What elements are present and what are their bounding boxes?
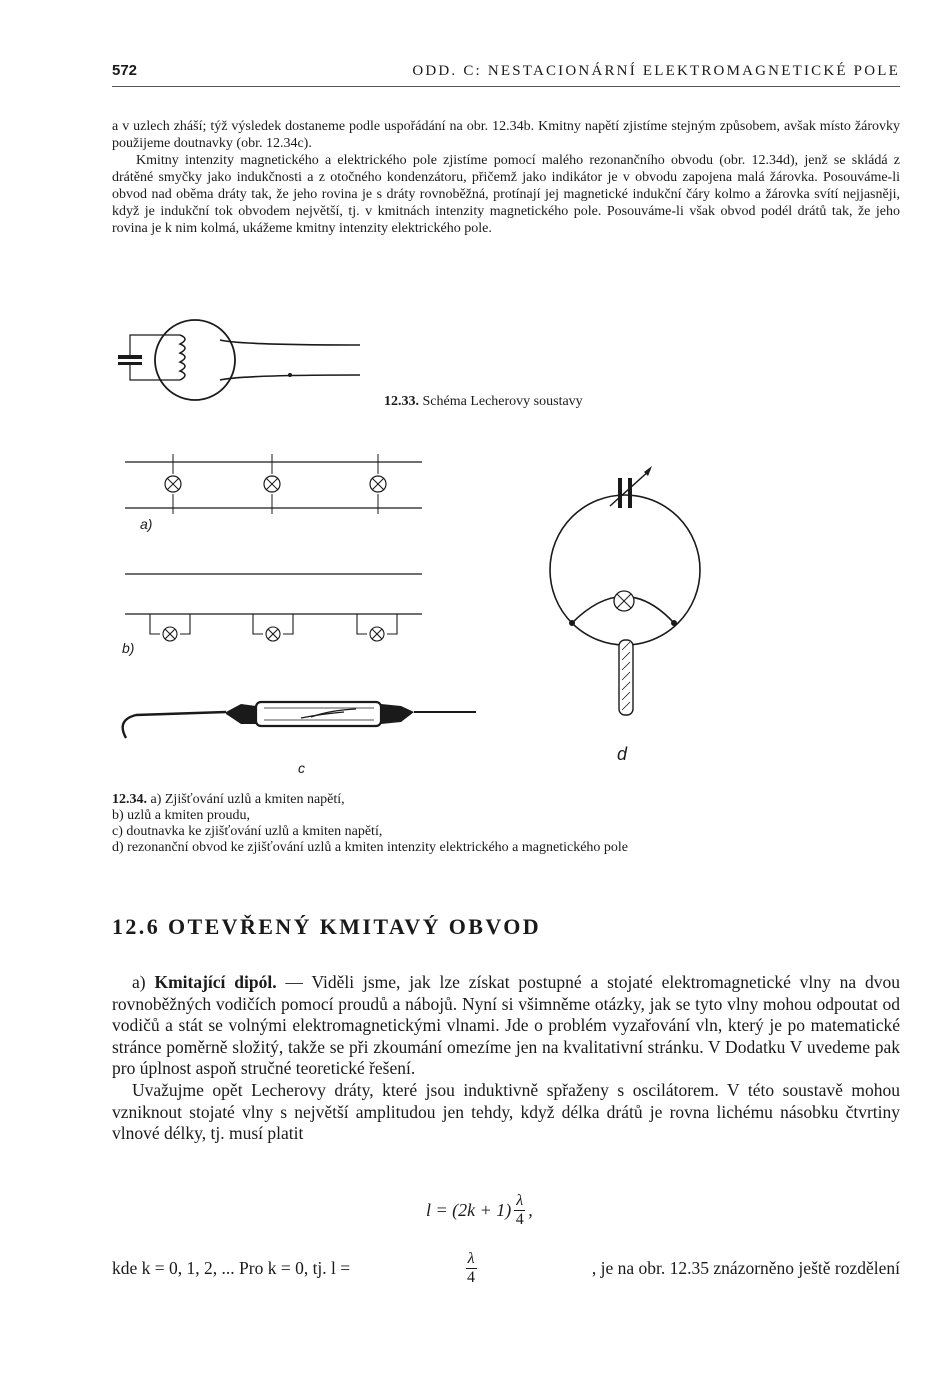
oscillator-loop <box>155 320 235 400</box>
figure-label-b: b) <box>122 640 135 656</box>
coupling-coil <box>180 335 185 380</box>
last-line-part2: , je na obr. 12.35 znázorněno ještě rozdělení <box>591 1258 900 1278</box>
caption-12-34-line1: a) Zjišťování uzlů a kmiten napětí, <box>150 792 345 807</box>
last-line-part1: kde k = 0, 1, 2, ... Pro k = 0, tj. l = <box>112 1258 351 1278</box>
bridge-point <box>288 373 292 377</box>
lamp-b1 <box>150 614 190 641</box>
page-number: 572 <box>112 62 138 79</box>
lamp-left-cap <box>226 704 256 724</box>
formula-fraction: $\frac{\lambda}{4}$ <box>515 1192 524 1228</box>
section-heading: 12.6 OTEVŘENÝ KMITAVÝ OBVOD <box>112 914 542 939</box>
lamp-a1 <box>165 454 181 514</box>
variable-capacitor <box>610 466 652 508</box>
figure-label-c: c <box>298 760 305 776</box>
figure-12-34b <box>120 566 430 656</box>
caption-12-34-line4: d) rezonanční obvod ke zjišťování uzlů a kmiten intenzity elektrického a magnetického pole <box>112 840 629 855</box>
term-kmitajici-dipol: Kmitající dipól. <box>154 972 277 992</box>
lamp-tube <box>256 702 381 726</box>
lamp-right-cap <box>381 704 414 724</box>
caption-12-34-line2: b) uzlů a kmiten proudu, <box>112 808 251 823</box>
caption-12-33-number: 12.33. <box>384 394 419 409</box>
caption-12-34-line3: c) doutnavka ke zjišťování uzlů a kmiten napětí, <box>112 824 383 839</box>
figure-12-34a <box>120 452 430 522</box>
lamp-b2 <box>253 614 293 641</box>
running-head: ODD. C: NESTACIONÁRNÍ ELEKTROMAGNETICKÉ POLE <box>412 63 900 79</box>
caption-12-33 <box>384 394 583 410</box>
body-paragraph-2: Uvažujme opět Lecherovy dráty, které jsou induktivně spřaženy s oscilátorem. V této soustavě mohou vzniknout stojaté vlny s největší amplitudou jen tehdy, když délka drátů je rovna lichému násobku čtvrtiny vlnové délky, tj. musí platit <box>112 1079 900 1144</box>
body-paragraph-1: a) Kmitající dipól. — Viděli jsme, jak lze získat postupné a stojaté elektromagnetické vlny na dvou rovnoběžných vodičích pomocí proudů a nábojů. Nyní si všimněme otázky, jak se tyto vlny mohou odpoutat od vodičů a stát se volnými elektromagnetickými vlnami. Jde o problém vyzařování vln, který je po matematické stránce poměrně složitý, takže se při zkoumání omezíme jen na kvalitativní stránku. V Dodatku V uvedeme pak pro úplnost aspoň stručné teoretické řešení. <box>112 972 901 1079</box>
lamp-b3 <box>357 614 397 641</box>
figure-12-34c-glow-lamp <box>116 690 486 750</box>
spark-gap <box>118 355 142 359</box>
insulating-handle <box>619 640 633 715</box>
last-line-fraction: $\frac{\lambda}{4}$ <box>467 1250 476 1286</box>
caption-12-34-number: 12.34. <box>112 792 147 807</box>
lamp-hook <box>123 712 226 738</box>
lamp-a2 <box>264 454 280 514</box>
formula-length: l = (2k + 1) $\frac{\lambda}{4}$ , <box>426 1192 533 1228</box>
caption-12-33-text: Schéma Lecherovy soustavy <box>422 394 583 409</box>
formula-lhs: l = (2k + 1) <box>426 1200 512 1220</box>
figure-12-34d-resonance-circuit <box>540 460 720 720</box>
figure-label-d: d <box>617 744 628 764</box>
lamp-a3 <box>370 454 386 514</box>
caption-12-34 <box>112 792 902 856</box>
small-paragraph-1: a v uzlech zháší; týž výsledek dostaneme podle uspořádání na obr. 12.34b. Kmitny napětí zjistíme stejným způsobem, avšak místo žárovky použijeme doutnavky (obr. 12.34c). <box>112 119 900 151</box>
figure-label-a: a) <box>140 516 153 532</box>
small-paragraph-2: Kmitny intenzity magnetického a elektrického pole zjistíme pomocí malého rezonančního obvodu (obr. 12.34d), jenž se skládá z drátěné smyčky jako indukčnosti a z otočného kondenzátoru, přičemž jako indikátor je v obvodu zapojena malá žárovka. Posouváme-li obvod nad oběma dráty tak, že jeho rovina je s dráty rovnoběžná, protínají jej magnetické indukční čáry kolmo a žárovka svítí nejjasněji, když je indukční tok obvodem největší, tj. v kmitnách intenzity magnetického pole. Posouváme-li však obvod podél drátů tak, že jeho rovina je k nim kolmá, ukážeme kmitny intenzity elektrického pole. <box>112 153 900 236</box>
body-text <box>112 972 900 1145</box>
figure-12-33 <box>110 310 370 410</box>
body-last-line <box>112 1250 900 1287</box>
page-header <box>112 62 900 87</box>
small-text-block <box>112 118 900 237</box>
indicator-lamp <box>614 591 634 611</box>
